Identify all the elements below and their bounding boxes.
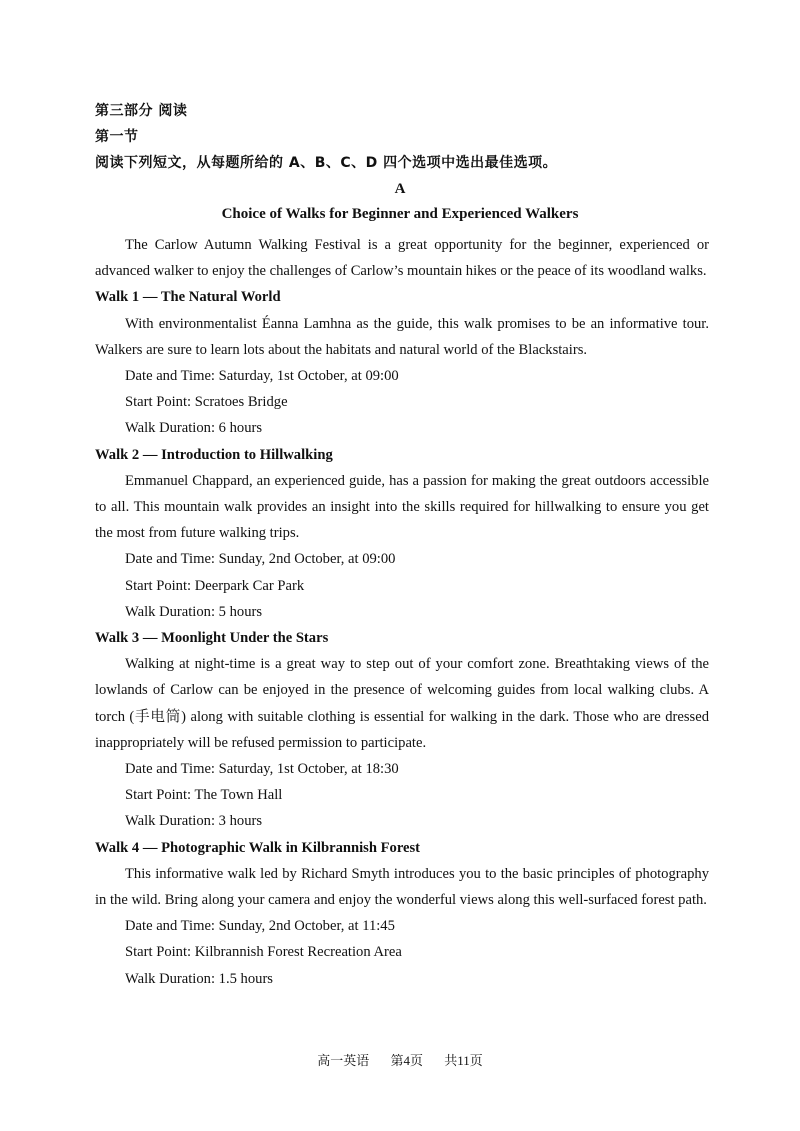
walk-3-description: Walking at night-time is a great way to step out of your comfort zone. Breathtaking views of the lowlands of Carlow can be enjoyed in the presence of welcoming guides from local walking clubs. A torch (手电筒) along with suitable clothing is essential for walking in the dark. Those who are dressed inappropriately will be refused permission to participate.	[95, 656, 709, 751]
passage-title: Choice of Walks for Beginner and Experienced Walkers	[221, 206, 579, 222]
walk-2-date-time: Date and Time: Sunday, 2nd October, at 09:00	[125, 551, 396, 568]
walk-1-start-point: Start Point: Scratoes Bridge	[125, 394, 288, 411]
walk-1-heading: Walk 1 — The Natural World	[95, 289, 281, 306]
page-footer	[0, 1050, 800, 1069]
walk-2-description: Emmanuel Chappard, an experienced guide, has a passion for making the great outdoors accessible to all. This mountain walk provides an insight into the skills required for hillwalking to ensure you get the most from future walking trips.	[95, 472, 709, 542]
walk-4-start-point: Start Point: Kilbrannish Forest Recreation Area	[125, 944, 402, 961]
footer-subject: 高一英语	[317, 1053, 370, 1068]
section-heading: 第三部分 阅读	[95, 103, 188, 119]
passage-intro: The Carlow Autumn Walking Festival is a great opportunity for the beginner, experienced or advanced walker to enjoy the challenges of Carlow’s mountain hikes or the peace of its woodland walks.	[95, 237, 709, 280]
walk-4-description: This informative walk led by Richard Smyth introduces you to the basic principles of photography in the wild. Bring along your camera and enjoy the wonderful views along this well-surfaced forest path.	[95, 865, 709, 909]
instructions: 阅读下列短文，从每题所给的 A、B、C、D 四个选项中选出最佳选项。	[95, 155, 558, 171]
walk-3-date-time: Date and Time: Saturday, 1st October, at 18:30	[125, 761, 399, 778]
walk-4-duration: Walk Duration: 1.5 hours	[125, 970, 273, 987]
footer-total-pages: 共11页	[444, 1053, 483, 1068]
walk-2-duration: Walk Duration: 5 hours	[125, 603, 263, 620]
walk-1-description: With environmentalist Éanna Lamhna as the guide, this walk promises to be an informative tour. Walkers are sure to learn lots about the habitats and natural world of the Blackstairs.	[95, 315, 709, 358]
walk-3-duration: Walk Duration: 3 hours	[125, 813, 263, 830]
footer-page-number: 第4页	[390, 1053, 423, 1068]
walk-2-heading: Walk 2 — Introduction to Hillwalking	[95, 446, 333, 463]
walk-4-date-time: Date and Time: Sunday, 2nd October, at 11:45	[125, 918, 395, 935]
walk-1-date-time: Date and Time: Saturday, 1st October, at 09:00	[125, 368, 399, 385]
subsection-heading: 第一节	[95, 129, 139, 145]
passage-body	[95, 232, 709, 992]
walk-3-start-point: Start Point: The Town Hall	[125, 787, 283, 804]
walk-1-duration: Walk Duration: 6 hours	[125, 420, 263, 437]
walk-3-heading: Walk 3 — Moonlight Under the Stars	[95, 630, 329, 647]
passage-letter: A	[394, 181, 406, 197]
walk-2-start-point: Start Point: Deerpark Car Park	[125, 577, 305, 594]
walk-4-heading: Walk 4 — Photographic Walk in Kilbrannish Forest	[95, 839, 421, 856]
